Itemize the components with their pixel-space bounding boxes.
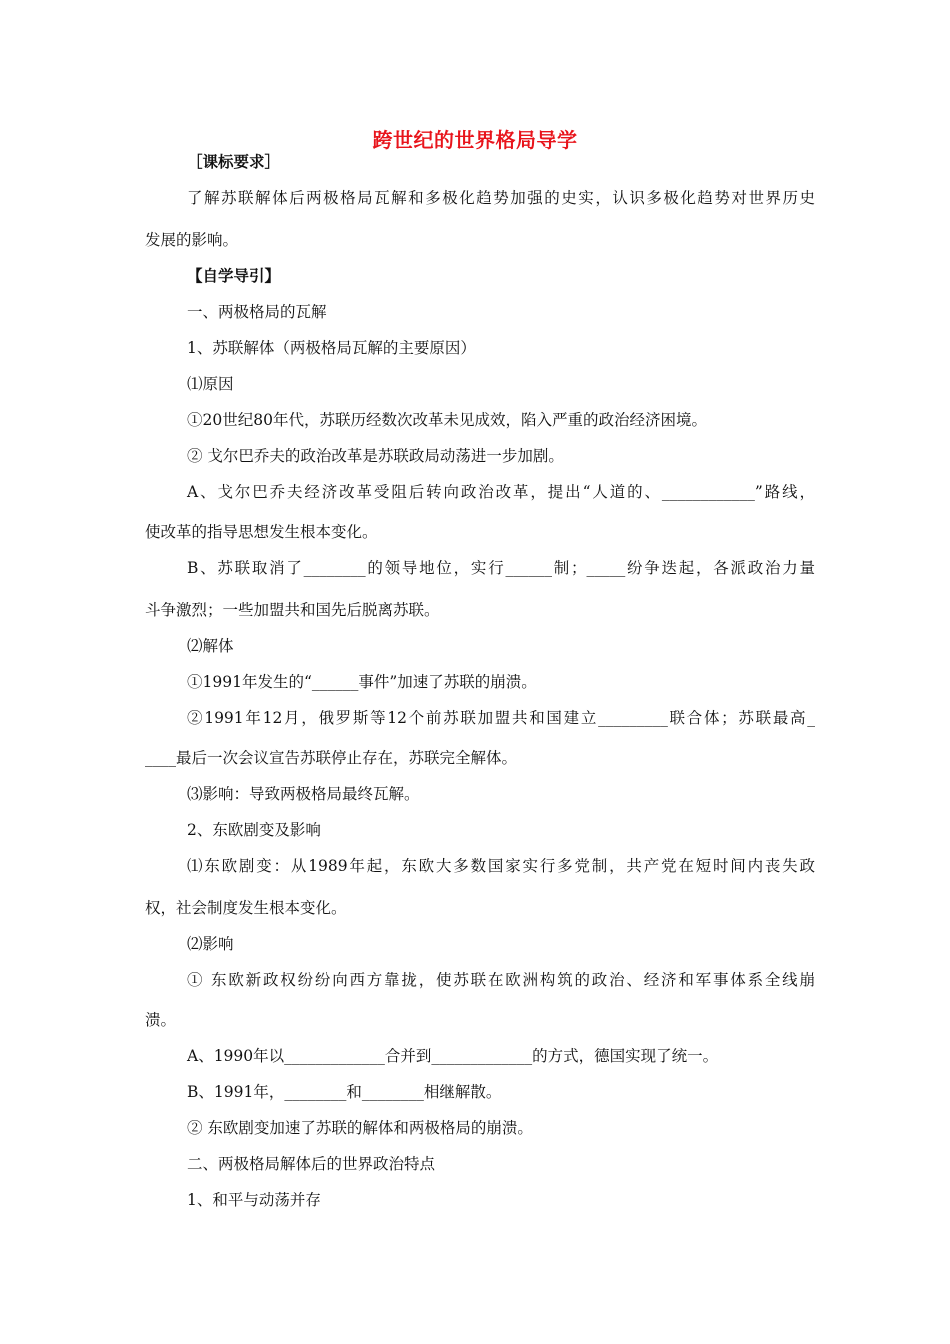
paragraph-line: A、1990年以_____________合并到_____________的方式，德国实现了统一。 bbox=[187, 1047, 719, 1065]
heading-line: 1、苏联解体（两极格局瓦解的主要原因） bbox=[187, 339, 476, 357]
paragraph-line: 发展的影响。 bbox=[145, 231, 239, 249]
paragraph-line: ②1991年12月，俄罗斯等12个前苏联加盟共和国建立_________联合体；苏联最高_ bbox=[187, 709, 815, 727]
paragraph-line: 了解苏联解体后两极格局瓦解和多极化趋势加强的史实，认识多极化趋势对世界历史 bbox=[187, 189, 815, 207]
paragraph-line: ② 东欧剧变加速了苏联的解体和两极格局的崩溃。 bbox=[187, 1119, 533, 1137]
paragraph-line: 权，社会制度发生根本变化。 bbox=[145, 899, 347, 917]
page-title: 跨世纪的世界格局导学 bbox=[372, 128, 578, 152]
paragraph-line: ② 戈尔巴乔夫的政治改革是苏联政局动荡进一步加剧。 bbox=[187, 447, 564, 465]
heading-line: 一、两极格局的瓦解 bbox=[187, 303, 327, 321]
paragraph-line: A、戈尔巴乔夫经济改革受阻后转向政治改革，提出“人道的、____________”路线， bbox=[187, 483, 815, 501]
section-heading-self-study: 【自学导引】 bbox=[187, 266, 281, 285]
paragraph-line: 使改革的指导思想发生根本变化。 bbox=[145, 523, 378, 541]
paragraph-line: ① 东欧新政权纷纷向西方靠拢，使苏联在欧洲构筑的政治、经济和军事体系全线崩 bbox=[187, 971, 815, 989]
paragraph-line: ⑶影响：导致两极格局最终瓦解。 bbox=[187, 785, 420, 803]
heading-line: 1、和平与动荡并存 bbox=[187, 1191, 321, 1209]
paragraph-line: 斗争激烈；一些加盟共和国先后脱离苏联。 bbox=[145, 601, 440, 619]
section-heading-curriculum: ［课标要求］ bbox=[187, 152, 281, 171]
paragraph-line: ____最后一次会议宣告苏联停止存在，苏联完全解体。 bbox=[145, 749, 518, 767]
paragraph-line: 溃。 bbox=[145, 1011, 177, 1029]
heading-line: ⑵影响 bbox=[187, 935, 234, 953]
heading-line: ⑵解体 bbox=[187, 637, 234, 655]
heading-line: 2、东欧剧变及影响 bbox=[187, 821, 321, 839]
paragraph-line: B、苏联取消了________的领导地位，实行______制；_____纷争迭起，各派政治力量 bbox=[187, 559, 815, 577]
paragraph-line: ①20世纪80年代，苏联历经数次改革未见成效，陷入严重的政治经济困境。 bbox=[187, 411, 707, 429]
heading-line: 二、两极格局解体后的世界政治特点 bbox=[187, 1155, 436, 1173]
heading-line: ⑴原因 bbox=[187, 375, 234, 393]
paragraph-line: ⑴东欧剧变：从1989年起，东欧大多数国家实行多党制，共产党在短时间内丧失政 bbox=[187, 857, 815, 875]
paragraph-line: B、1991年，________和________相继解散。 bbox=[187, 1083, 502, 1101]
paragraph-line: ①1991年发生的“______事件”加速了苏联的崩溃。 bbox=[187, 673, 537, 691]
